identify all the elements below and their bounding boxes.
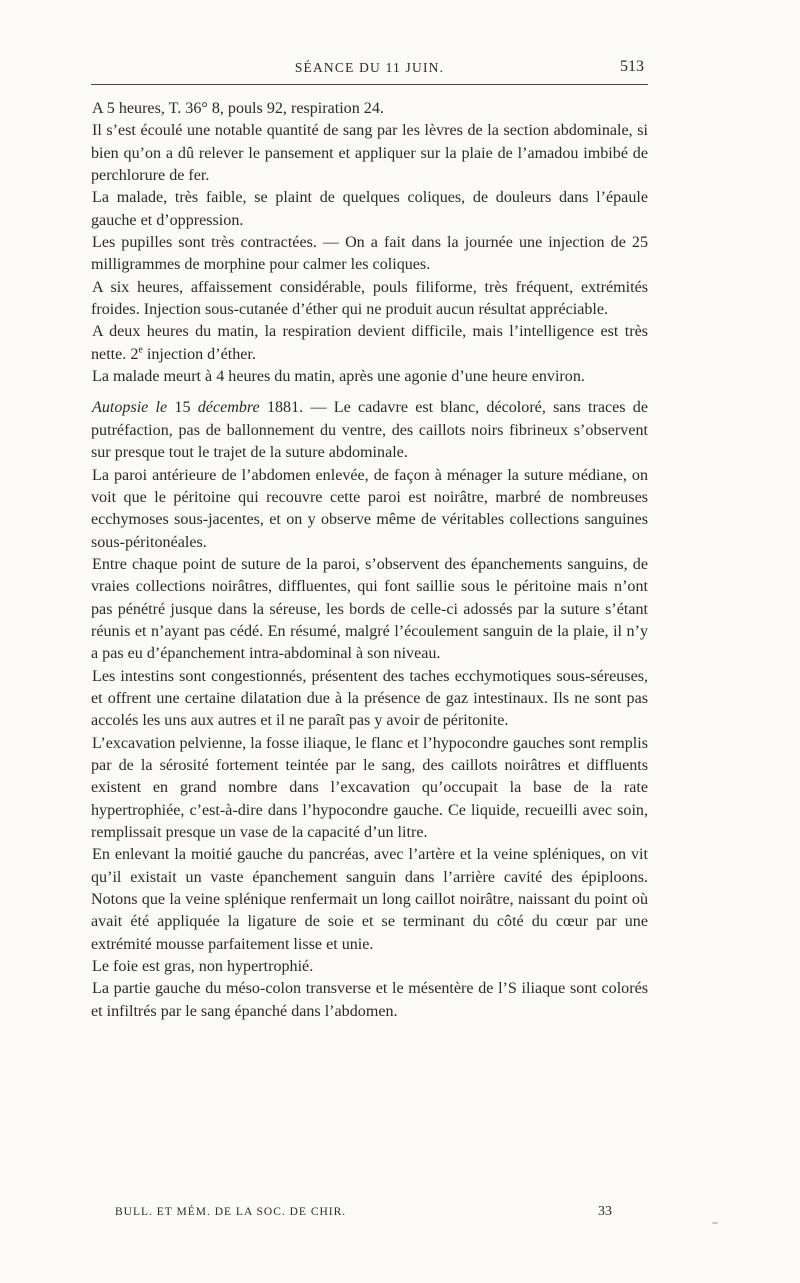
paragraph: En enlevant la moitié gauche du pancréas, avec l’artère et la veine spléniques, on vit qu’il existait un vaste épanchement sanguin dans l’arrière cavité des épiploons. Notons que la veine splénique renfermait un long caillot noirâtre, naissant du point où avait été appliquée la ligature de soie et se terminant du côté du cœur par une extrémité mousse parfaitement lisse et unie.	[91, 846, 648, 953]
gathering-signature: 33	[598, 1204, 612, 1219]
paragraph: La paroi antérieure de l’abdomen enlevée, de façon à ménager la suture médiane, on voit que le péritoine qui recouvre cette paroi est noirâtre, marbré de nombreuses ecchymoses sous-jacentes, et on y observe même de véritables collections sanguines sous-péritonéales.	[91, 466, 648, 551]
italic-run: Autopsie le	[92, 399, 168, 417]
text-run: A deux heures du matin, la respiration devient difficile, mais l’intelligence est très nette. 2	[91, 323, 648, 363]
paragraph	[91, 321, 648, 366]
paragraph: A 5 heures, T. 36° 8, pouls 92, respiration 24.	[92, 100, 384, 117]
body-text	[91, 98, 648, 1023]
paragraph: Les intestins sont congestionnés, présentent des taches ecchymotiques sous-séreuses, et offrent une certaine dilatation due à la présence de gaz intestinaux. Ils ne sont pas accolés les uns aux autres et il ne paraît pas y avoir de péritonite.	[91, 667, 648, 730]
journal-signature-line: BULL. ET MÉM. DE LA SOC. DE CHIR.	[115, 1206, 347, 1218]
page-number: 513	[620, 58, 644, 75]
text-run: 15	[167, 399, 198, 417]
paragraph: Le foie est gras, non hypertrophié.	[92, 958, 314, 976]
text-run: injection d’éther.	[142, 345, 256, 363]
footer	[115, 1206, 612, 1218]
paragraph: A six heures, affaissement considérable, pouls filiforme, très fréquent, extrémités froides. Injection sous-cutanée d’éther qui ne produit aucun résultat appréciable.	[91, 278, 648, 319]
paragraph-autopsy	[91, 397, 648, 464]
paragraph: L’excavation pelvienne, la fosse iliaque, le flanc et l’hypocondre gauches sont remplis par de la sérosité fortement teintée par le sang, des caillots noirâtres et diffluents existent en grand nombre dans l’excavation qu’occupait la base de la rate hypertrophiée, c’est-à-dire dans l’hypocondre gauche. Ce liquide, recueilli avec soin, remplissait presque un vase de la capacité d’un litre.	[91, 734, 648, 841]
header-title: SÉANCE DU 11 JUIN.	[294, 60, 445, 75]
paper-speck	[712, 1222, 718, 1224]
paragraph: Il s’est écoulé une notable quantité de sang par les lèvres de la section abdominale, si bien qu’on a dû relever le pansement et appliquer sur la plaie de l’amadou imbibé de perchlorure de fer.	[91, 122, 648, 185]
text-run: 1881. — Le cadavre est blanc, décoloré, sans traces de putréfaction, pas de ballonnement du ventre, des caillots noirs fibrineux s’observent sur presque tout le trajet de la suture abdominale.	[91, 399, 648, 462]
paragraph: La partie gauche du méso-colon transverse et le mésentère de l’S iliaque sont colorés et infiltrés par le sang épanché dans l’abdomen.	[91, 980, 648, 1020]
page	[91, 58, 648, 1219]
paragraph: La malade, très faible, se plaint de quelques coliques, de douleurs dans l’épaule gauche et d’oppression.	[91, 189, 648, 229]
superscript: e	[138, 344, 143, 356]
paragraph: Les pupilles sont très contractées. — On a fait dans la journée une injection de 25 milligrammes de morphine pour calmer les coliques.	[91, 234, 648, 274]
paragraph: La malade meurt à 4 heures du matin, après une agonie d’une heure environ.	[92, 368, 585, 386]
paragraph: Entre chaque point de suture de la paroi, s’observent des épanchements sanguins, de vraies collections noirâtres, diffluentes, qui font saillie sous le péritoine mais n’ont pas pénétré jusque dans la séreuse, les bords de celle-ci adossés par la suture s’étant réunis et n’ayant pas cédé. En résumé, malgré l’écoulement sanguin de la plaie, il n’y a pas eu d’épanchement intra-abdominal à son niveau.	[91, 555, 648, 663]
italic-run: décembre	[197, 399, 260, 417]
running-header	[91, 58, 648, 85]
